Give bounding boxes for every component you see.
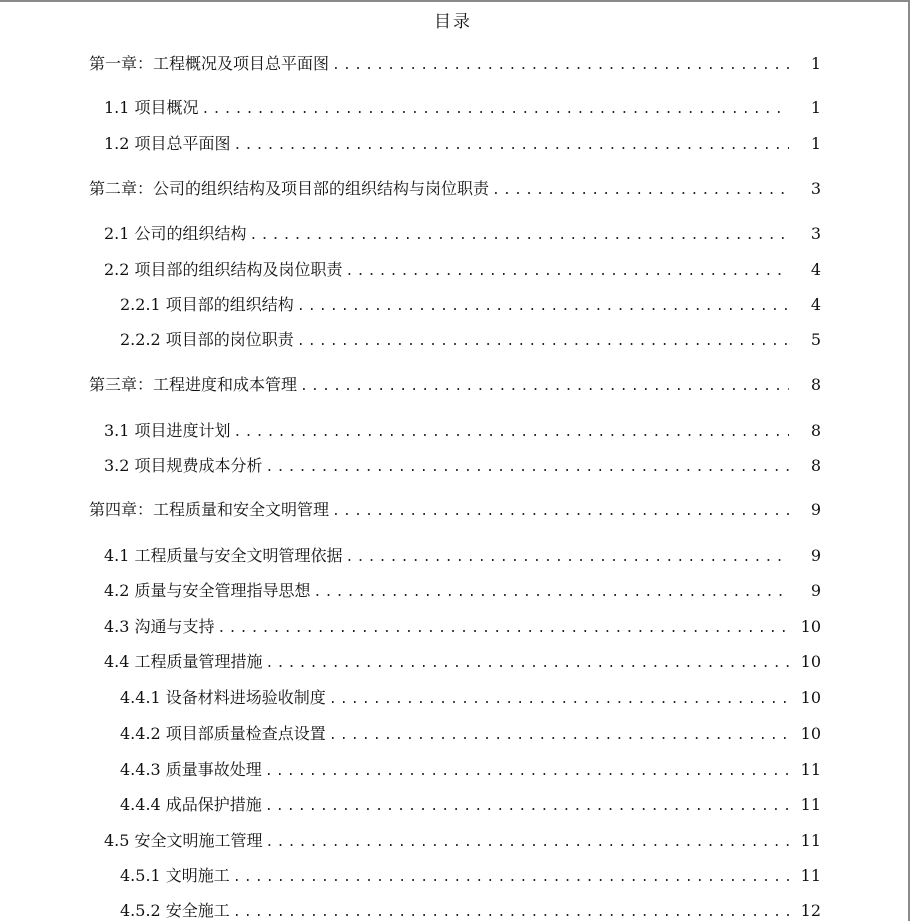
toc-entry-text: 4.3 沟通与支持 [104, 617, 215, 636]
dot-leader [329, 689, 789, 711]
dot-leader [346, 261, 789, 283]
toc-entry-text: 3.1 项目进度计划 [104, 421, 231, 440]
toc-page-number: 8 [810, 456, 821, 475]
toc-page-number: 3 [810, 179, 821, 198]
toc-page-number: 8 [810, 375, 821, 394]
toc-page-number: 4 [810, 260, 821, 279]
dot-leader [234, 135, 789, 157]
toc-entry-text: 3.2 项目规费成本分析 [104, 456, 263, 475]
toc-entry-4-2[interactable] [0, 580, 906, 602]
toc-entry-4-4-2[interactable] [0, 723, 906, 745]
toc-entry-chapter-1[interactable] [0, 53, 906, 75]
toc-page-number: 1 [810, 54, 821, 73]
toc-entry-text: 2.2.2 项目部的岗位职责 [120, 330, 294, 349]
toc-entry-4-5-2[interactable] [0, 900, 906, 921]
toc-entry-text: 4.4.4 成品保护措施 [120, 795, 262, 814]
toc-page-number: 3 [810, 224, 821, 243]
page-title: 目录 [434, 12, 472, 32]
toc-entry-1-1[interactable] [0, 97, 906, 119]
dot-leader [218, 618, 789, 640]
dot-leader [233, 867, 789, 889]
dot-leader [297, 331, 789, 353]
toc-entry-text: 1.2 项目总平面图 [104, 134, 231, 153]
toc-page-number: 10 [800, 688, 821, 707]
toc-page-number: 8 [810, 421, 821, 440]
dot-leader [332, 501, 789, 523]
dot-leader [266, 832, 789, 854]
toc-entry-4-4[interactable] [0, 651, 906, 673]
dot-leader [202, 99, 789, 121]
toc-entry-text: 4.5.2 安全施工 [120, 901, 230, 920]
toc-entry-chapter-3[interactable] [0, 374, 906, 396]
toc-entry-2-2-1[interactable] [0, 294, 906, 316]
toc-entry-4-4-4[interactable] [0, 794, 906, 816]
dot-leader [492, 180, 789, 202]
toc-entry-text: 2.1 公司的组织结构 [104, 224, 247, 243]
toc-entry-3-2[interactable] [0, 455, 906, 477]
dot-leader [234, 422, 789, 444]
dot-leader [265, 761, 789, 783]
toc-page-number: 9 [810, 581, 821, 600]
toc-entry-2-2[interactable] [0, 259, 906, 281]
dot-leader [266, 653, 789, 675]
toc-entry-text: 第三章：工程进度和成本管理 [89, 375, 298, 394]
dot-leader [266, 457, 789, 479]
toc-entry-4-4-1[interactable] [0, 687, 906, 709]
toc-entry-text: 4.5.1 文明施工 [120, 866, 230, 885]
toc-entry-4-3[interactable] [0, 616, 906, 638]
toc-entry-text: 第二章：公司的组织结构及项目部的组织结构与岗位职责 [89, 179, 490, 198]
toc-entry-text: 4.4.1 设备材料进场验收制度 [120, 688, 326, 707]
toc-entry-text: 4.4 工程质量管理措施 [104, 652, 263, 671]
toc-entry-chapter-4[interactable] [0, 499, 906, 521]
toc-entry-2-1[interactable] [0, 223, 906, 245]
toc-entry-1-2[interactable] [0, 133, 906, 155]
toc-entry-text: 第一章：工程概况及项目总平面图 [89, 54, 330, 73]
dot-leader [250, 225, 789, 247]
toc-page-number: 10 [800, 617, 821, 636]
toc-entry-text: 4.4.3 质量事故处理 [120, 760, 262, 779]
dot-leader [332, 55, 789, 77]
toc-page-number: 11 [800, 760, 821, 779]
toc-page-number: 10 [800, 652, 821, 671]
toc-page-number: 12 [800, 901, 821, 920]
dot-leader [297, 296, 789, 318]
toc-entry-4-1[interactable] [0, 545, 906, 567]
toc-entry-text: 4.1 工程质量与安全文明管理依据 [104, 546, 343, 565]
toc-page-number: 11 [800, 795, 821, 814]
toc-page-number: 1 [810, 98, 821, 117]
toc-entry-4-5-1[interactable] [0, 865, 906, 887]
toc-entry-text: 2.2.1 项目部的组织结构 [120, 295, 294, 314]
toc-entry-4-4-3[interactable] [0, 759, 906, 781]
dot-leader [233, 902, 789, 921]
dot-leader [300, 376, 789, 398]
toc-page-number: 9 [810, 500, 821, 519]
toc-page-number: 11 [800, 866, 821, 885]
dot-leader [314, 582, 789, 604]
toc-entry-text: 4.5 安全文明施工管理 [104, 831, 263, 850]
toc-page-number: 4 [810, 295, 821, 314]
dot-leader [329, 725, 789, 747]
toc-entry-2-2-2[interactable] [0, 329, 906, 351]
toc-entry-3-1[interactable] [0, 420, 906, 442]
dot-leader [346, 547, 789, 569]
toc-entry-chapter-2[interactable] [0, 178, 906, 200]
toc-entry-text: 4.4.2 项目部质量检查点设置 [120, 724, 326, 743]
toc-page-number: 11 [800, 831, 821, 850]
toc-page-number: 5 [810, 330, 821, 349]
toc-page-number: 9 [810, 546, 821, 565]
toc-page-number: 10 [800, 724, 821, 743]
dot-leader [265, 796, 789, 818]
toc-entry-text: 第四章：工程质量和安全文明管理 [89, 500, 330, 519]
toc-list [0, 2, 906, 921]
toc-entry-4-5[interactable] [0, 830, 906, 852]
toc-page-number: 1 [810, 134, 821, 153]
toc-entry-text: 2.2 项目部的组织结构及岗位职责 [104, 260, 343, 279]
toc-entry-text: 1.1 项目概况 [104, 98, 199, 117]
toc-entry-text: 4.2 质量与安全管理指导思想 [104, 581, 311, 600]
